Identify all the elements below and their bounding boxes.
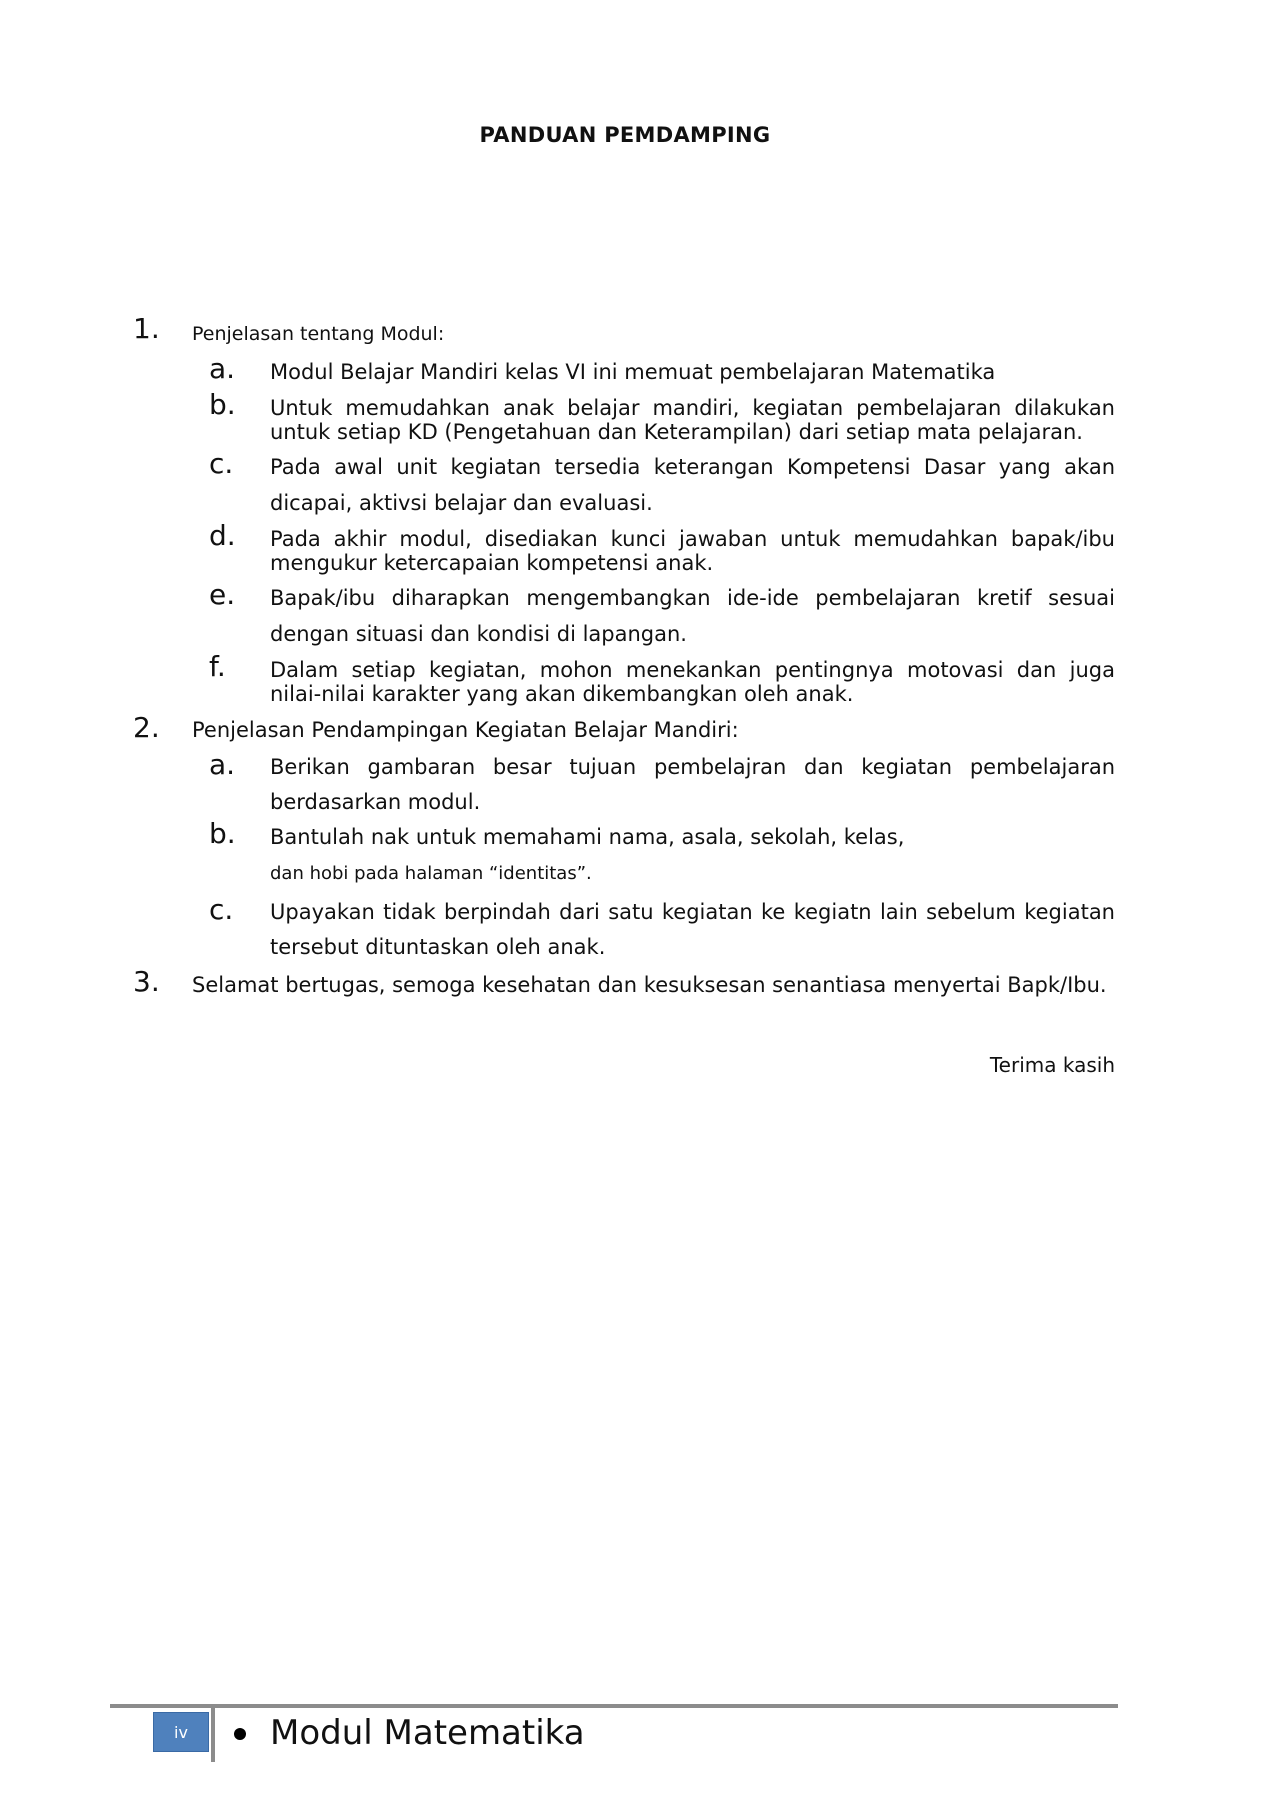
item-letter-1a: a. — [209, 352, 236, 385]
page-number-badge: iv — [153, 1712, 209, 1752]
item-text-1a: Modul Belajar Mandiri kelas VI ini memuat pembelajaran Matematika — [270, 360, 996, 384]
footer-title: Modul Matematika — [270, 1713, 585, 1753]
item-text-1d: Pada akhir modul, disediakan kunci jawaban untuk memudahkan bapak/ibu mengukur ketercapaian kompetensi anak. — [270, 527, 1115, 575]
item-letter-1c: c. — [209, 447, 234, 480]
item-text-1c-line1: Pada awal unit kegiatan tersedia keterangan Kompetensi Dasar yang akan — [270, 455, 1115, 479]
item-text-2a-line1: Berikan gambaran besar tujuan pembelajran dan kegiatan pembelajaran — [270, 755, 1115, 779]
item-letter-2b: b. — [209, 817, 236, 850]
item-text-1f: Dalam setiap kegiatan, mohon menekankan pentingnya motovasi dan juga nilai-nilai karakter yang akan dikembangkan oleh anak. — [270, 658, 1115, 706]
item-text-1b: Untuk memudahkan anak belajar mandiri, kegiatan pembelajaran dilakukan untuk setiap KD (Pengetahuan dan Keterampilan) dari setiap mata pelajaran. — [270, 396, 1115, 444]
item-letter-1d: d. — [209, 519, 236, 552]
item-text-1e-line1: Bapak/ibu diharapkan mengembangkan ide-ide pembelajaran kretif sesuai — [270, 586, 1115, 610]
item-letter-1f: f. — [209, 650, 226, 683]
item-letter-2c: c. — [209, 893, 234, 926]
item-letter-2a: a. — [209, 748, 236, 781]
item-text-2c-line1: Upayakan tidak berpindah dari satu kegiatan ke kegiatn lain sebelum kegiatan — [270, 900, 1115, 924]
footer-divider — [110, 1704, 1118, 1708]
item-letter-1e: e. — [209, 578, 236, 611]
bullet-icon — [234, 1728, 246, 1740]
section-number-1: 1. — [133, 312, 160, 345]
section-text-3: Selamat bertugas, semoga kesehatan dan kesuksesan senantiasa menyertai Bapk/Ibu. — [192, 973, 1107, 997]
item-text-2c-line2: tersebut dituntaskan oleh anak. — [270, 935, 606, 959]
section-number-3: 3. — [133, 965, 160, 998]
section-heading-1: Penjelasan tentang Modul: — [192, 323, 445, 345]
section-heading-2: Penjelasan Pendampingan Kegiatan Belajar Mandiri: — [192, 718, 739, 742]
item-letter-1b: b. — [209, 388, 236, 421]
page-title: PANDUAN PEMDAMPING — [479, 123, 771, 147]
item-text-2b-line1: Bantulah nak untuk memahami nama, asala, sekolah, kelas, — [270, 825, 905, 849]
item-text-2a-line2: berdasarkan modul. — [270, 790, 481, 814]
section-number-2: 2. — [133, 711, 160, 744]
closing-text: Terima kasih — [989, 1053, 1115, 1077]
item-text-2b-line2: dan hobi pada halaman “identitas”. — [270, 863, 592, 884]
footer-vertical-divider — [211, 1704, 215, 1762]
item-text-1c-line2: dicapai, aktivsi belajar dan evaluasi. — [270, 491, 653, 515]
item-text-1e-line2: dengan situasi dan kondisi di lapangan. — [270, 622, 687, 646]
